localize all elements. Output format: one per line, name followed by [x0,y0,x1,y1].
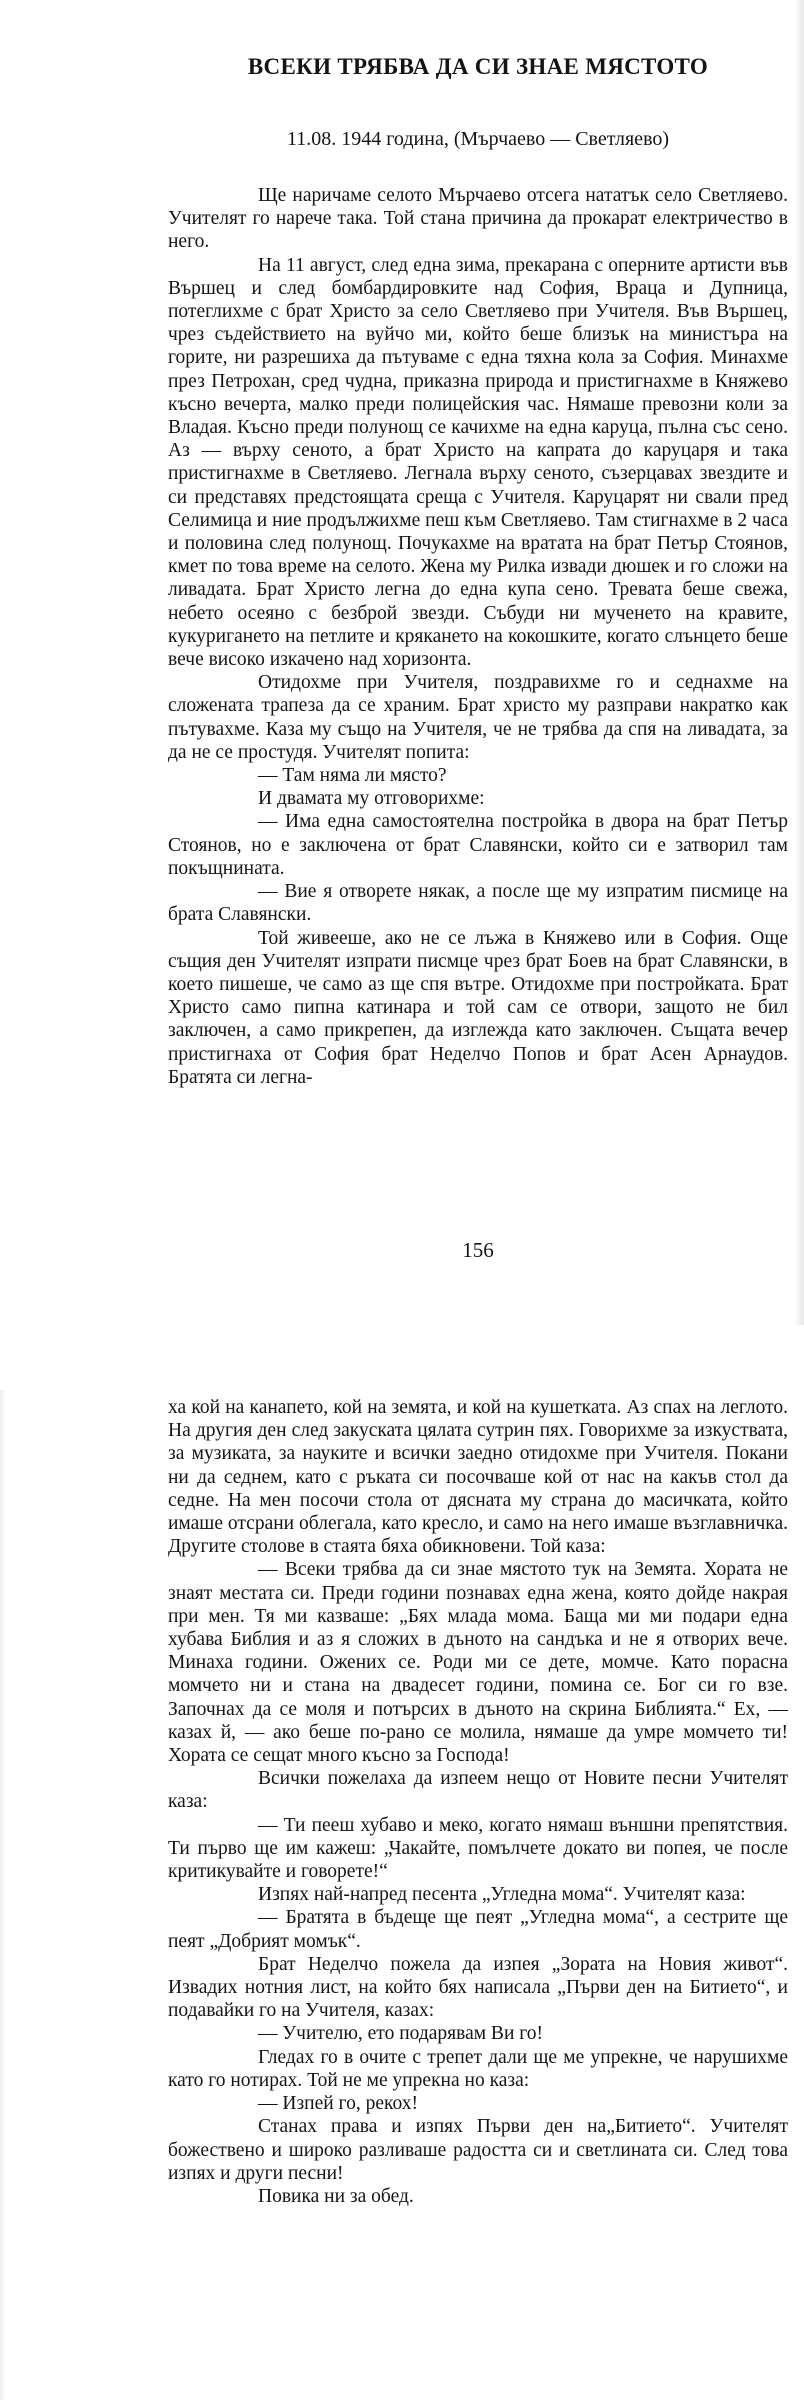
scan-edge-shadow [794,0,804,1325]
paragraph: Станах права и изпях Първи ден на„Битието“. Учителят божествено и широко разливаше радостта си и светлината си. След това изпях и други песни! [168,2116,788,2184]
paragraph: На 11 август, след една зима, прекарана с оперните артисти във Вършец и след бомбардировките над София, Враца и Дупница, потеглихме с брат Христо за село Светляево при Учителя. Във Вършец, чрез съдействието на вуйчо ми, който беше близък на министъра на горите, ни разрешиха да пътуваме с една тяхна кола за София. Минахме през Петрохан, сред чудна, приказна природа и пристигнахме в Княжево късно вечерта, малко преди полицейския час. Нямаше превозни коли за Владая. Късно преди полунощ се качихме на една каруца, пълна със сено. Аз — върху сеното, а брат Христо на капрата до каруцаря и така пристигнахме в Светляево. Легнала върху сеното, съзерцавах звездите и си представях предстоящата среща с Учителя. Каруцарят ни свали пред Селимица и ние продължихме пеш към Светляево. Там стигнахме в 2 часа и половина след полунощ. Почукахме на вратата на брат Петър Стоянов, кмет по това време на селото. Жена му Рилка извади дюшек и го сложи на ливадата. Брат Христо легна до една купа сено. Тревата беше свежа, небето осеяно с безброй звезди. Събуди ни мученето на кравите, кукуригането на петлите и крякането на кокошките, когато слънцето беше вече високо изкачено над хоризонта. [168,254,788,671]
paragraph: ха кой на канапето, кой на земята, и кой на кушетката. Аз спах на леглото. На другия ден след закуската цялата сутрин пях. Говорихме за изкуствата, за музиката, за науките и всички заедно отидохме при Учителя. Покани ни да седнем, като с ръката си посочваше кой от нас на какъв стол да седне. На мен посочи стола от дясната му страна до масичката, който имаше отсрани облегала, като кресло, и само на него имаше възглавничка. Другите столове в стаята бяха обикновени. Той каза: [168,1397,788,1558]
paragraph: Той живееше, ако не се лъжа в Княжево или в София. Още същия ден Учителят изпрати писмце чрез брат Боев на брат Славянски, в което пишеше, че само аз ще спя вътре. Отидохме при постройката. Брат Христо само пипна катинара и той сам се отвори, защото не бил заключен, а само прикрепен, да изглежда като заключен. Същата вечер пристигнаха от София брат Неделчо Попов и брат Асен Арнаудов. Братята си легна- [168,927,788,1088]
paragraph: Ще наричаме селото Мърчаево отсега нататък село Светляево. Учителят го нарече така. Той стана причина да прокарат електричество в него. [168,185,788,253]
book-page-157 [0,1390,804,2400]
paragraph: И двамата му отговорихме: [258,788,485,810]
dialogue-line: — Всеки трябва да си знае мястото тук на Земята. Хората не знаят местата си. Преди години познавах една жена, която дойде накрая при мен. Тя ми казваше: „Бях млада мома. Баща ми ми подари една хубава Библия и аз я сложих в дъното на сандъка и не я отворих вече. Минаха години. Ожених се. Роди ми се дете, момче. Като порасна момчето ни и стана на двадесет години, помина се. Бог си го взе. Започнах да се моля и потърсих в дъното на скрина Библията.“ Ех, — казах й, — ако беше по-рано се молила, нямаше да умре момчето ти! Хората се сещат много късно за Господа! [168,1559,788,1767]
dialogue-line: — Ти пееш хубаво и меко, когато нямаш външни препятствия. Ти първо ще им кажеш: „Чакайте, помълчете докато ви попея, че после критикувайте и говорете!“ [168,1814,788,1883]
paragraph: Отидохме при Учителя, поздравихме го и седнахме на сложената трапеза да се храним. Брат христо му разправи накратко как пътувахме. Каза му също на Учителя, че не трябва да спя на ливадата, за да не се простудя. Учителят попита: [168,672,788,763]
paragraph: Всички пожелаха да изпеем нещо от Новите песни Учителят каза: [168,1768,788,1813]
paragraph: Повика ни за обед. [258,2185,414,2207]
page-gap [0,1325,804,1390]
chapter-title: ВСЕКИ ТРЯБВА ДА СИ ЗНАЕ МЯСТОТО [247,54,709,79]
scan-edge-shadow [0,1390,6,2400]
paragraph: Гледах го в очите с трепет дали ще ме упрекне, че нарушихме като го нотирах. Той не ме упрекна но каза: [168,2046,788,2091]
page-number: 156 [462,1238,494,1262]
chapter-dateline: 11.08. 1944 година, (Мърчаево — Светляево) [286,128,670,150]
paragraph: Брат Неделчо пожела да изпея „Зората на Новия живот“. Извадих нотния лист, на който бях написала „Първи ден на Битието“, и подавайки го на Учителя, казах: [168,1953,788,2022]
dialogue-line: — Има една самостоятелна постройка в двора на брат Петър Стоянов, но е заключена от брат Славянски, който си е затворил там покъщнината. [168,811,788,879]
page-156-body [168,184,788,1089]
page-157-body [168,1396,788,2208]
paragraph: Изпях най-напред песента „Угледна мома“. Учителят каза: [258,1884,746,1906]
dialogue-line: — Изпей го, рекох! [258,2093,418,2115]
dialogue-line: — Вие я отворете някак, а после ще му изпратим писмице на брата Славянски. [168,881,788,926]
dialogue-line: — Там няма ли място? [258,765,447,787]
dialogue-line: — Учителю, ето подарявам Ви го! [258,2023,544,2045]
dialogue-line: — Братята в бъдеще ще пеят „Угледна мома“, а сестрите ще пеят „Добрият момък“. [168,1907,788,1952]
